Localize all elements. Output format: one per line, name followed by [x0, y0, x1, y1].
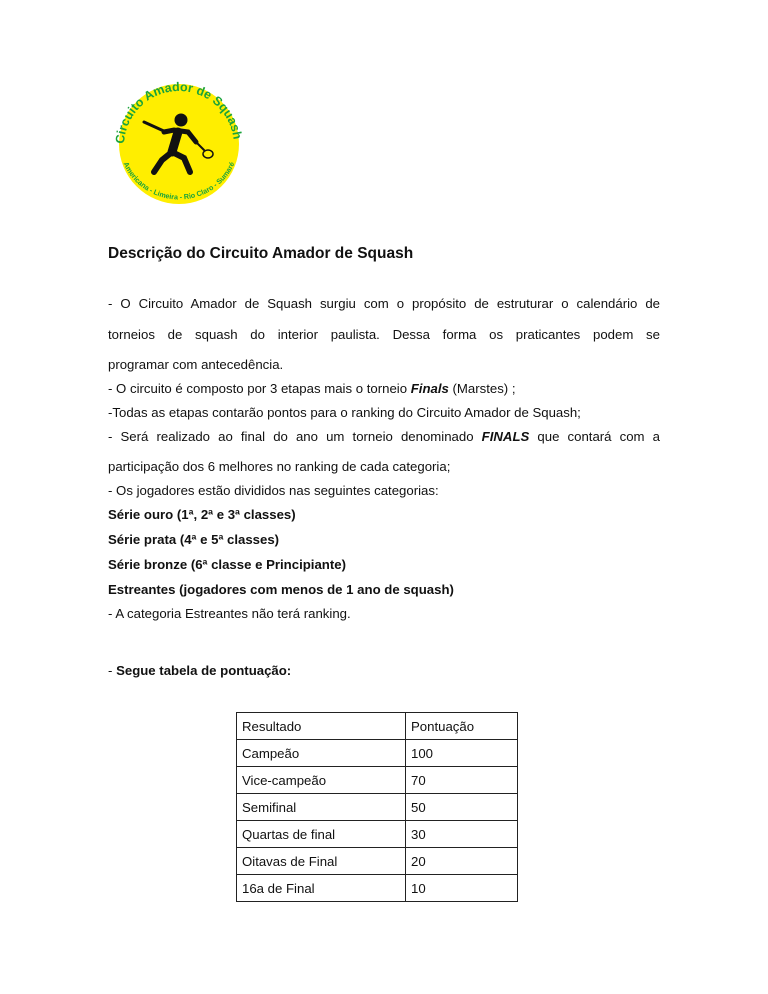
table-cell: Campeão	[237, 740, 406, 767]
categories-intro: - Os jogadores estão divididos nas seguintes categorias:	[108, 483, 439, 498]
table-header-row	[237, 713, 518, 740]
table-row	[237, 767, 518, 794]
table-row	[237, 875, 518, 902]
table-intro: - Segue tabela de pontuação:	[108, 663, 292, 678]
category-item: Série ouro (1ª, 2ª e 3ª classes)	[108, 507, 296, 522]
logo-arc-bottom-text: Americana - Limeira - Rio Claro - Sumaré	[121, 160, 237, 202]
table-cell: 10	[406, 875, 518, 902]
no-ranking-note: - A categoria Estreantes não terá ranking.	[108, 606, 351, 621]
circuit-logo	[104, 74, 254, 214]
table-cell: 70	[406, 767, 518, 794]
finals-note-line-1: - Será realizado ao final do ano um torneio denominado FINALS que contará com a	[108, 429, 660, 444]
intro-line-1: - O Circuito Amador de Squash surgiu com o propósito de estruturar o calendário de	[108, 296, 660, 311]
table-cell: 30	[406, 821, 518, 848]
score-table	[236, 712, 518, 902]
points-note: -Todas as etapas contarão pontos para o ranking do Circuito Amador de Squash;	[108, 405, 581, 420]
logo-arc-top-text: Circuito Amador de Squash	[112, 79, 245, 145]
table-cell: Semifinal	[237, 794, 406, 821]
table-row	[237, 848, 518, 875]
category-item: Estreantes (jogadores com menos de 1 ano de squash)	[108, 582, 454, 597]
table-row	[237, 821, 518, 848]
table-row	[237, 740, 518, 767]
intro-line-3: programar com antecedência.	[108, 357, 284, 372]
table-cell: 16a de Final	[237, 875, 406, 902]
table-header-cell: Pontuação	[406, 713, 518, 740]
page-title: Descrição do Circuito Amador de Squash	[108, 245, 414, 262]
table-cell: 50	[406, 794, 518, 821]
table-cell: Vice-campeão	[237, 767, 406, 794]
table-cell: Quartas de final	[237, 821, 406, 848]
table-cell: 100	[406, 740, 518, 767]
composition-line: - O circuito é composto por 3 etapas mais o torneio Finals (Marstes) ;	[108, 381, 516, 396]
category-item: Série prata (4ª e 5ª classes)	[108, 532, 280, 547]
intro-line-2: torneios de squash do interior paulista. Dessa forma os praticantes podem se	[108, 327, 660, 342]
finals-caps-emphasis: FINALS	[481, 429, 530, 444]
finals-note-line-2: participação dos 6 melhores no ranking de cada categoria;	[108, 459, 451, 474]
table-cell: 20	[406, 848, 518, 875]
table-header-cell: Resultado	[237, 713, 406, 740]
finals-emphasis: Finals	[410, 381, 449, 396]
table-row	[237, 794, 518, 821]
category-item: Série bronze (6ª classe e Principiante)	[108, 557, 346, 572]
table-cell: Oitavas de Final	[237, 848, 406, 875]
